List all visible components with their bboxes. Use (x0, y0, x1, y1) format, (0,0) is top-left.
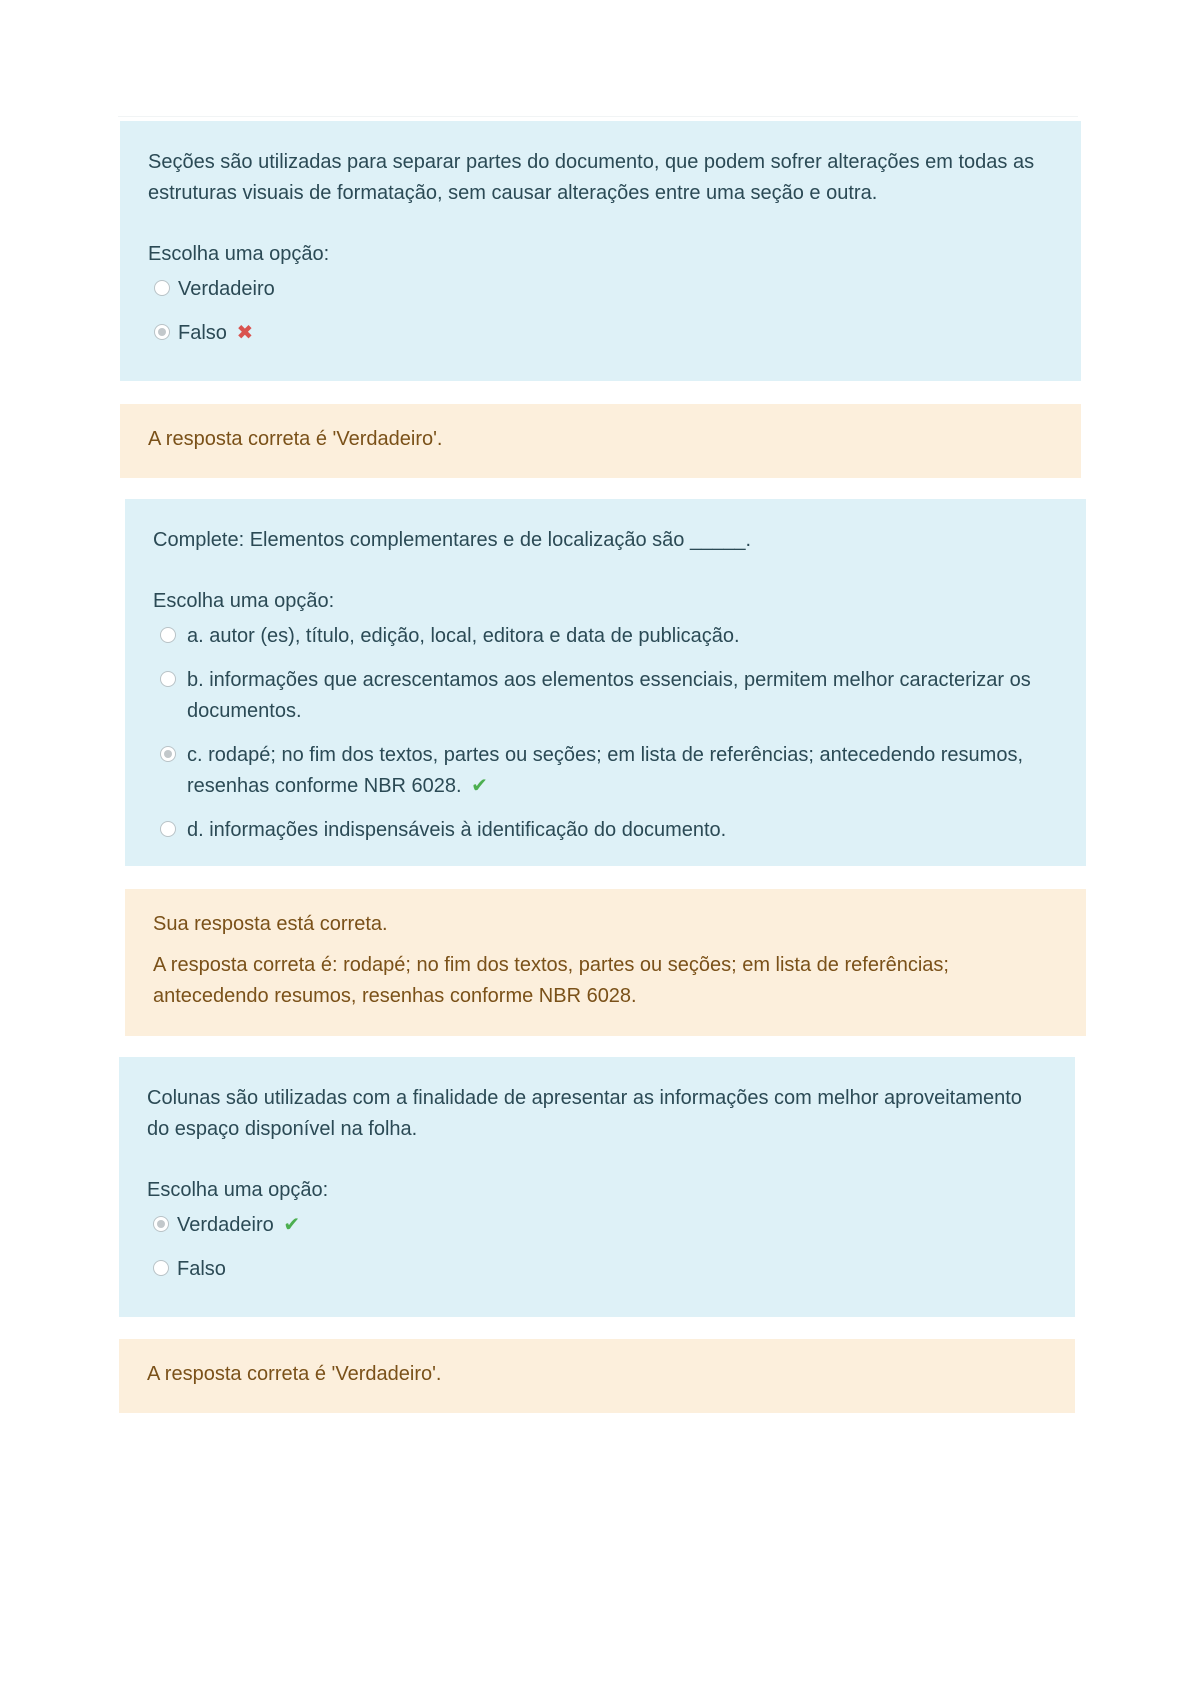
option-verdadeiro[interactable] (147, 1210, 1047, 1241)
answer-prompt: Escolha uma opção: (147, 1179, 329, 1201)
option-label: c. rodapé; no fim dos textos, partes ou seções; em lista de referências; antecedendo resumos, resenhas conforme NBR 6028. (187, 744, 1024, 797)
radio-button[interactable] (160, 821, 176, 837)
incorrect-icon: ✖ (236, 322, 254, 344)
correct-answer-text: A resposta correta é 'Verdadeiro'. (148, 428, 443, 450)
option-label: Verdadeiro (178, 278, 275, 300)
feedback-status: Sua resposta está correta. (153, 913, 388, 935)
option-d[interactable] (153, 815, 1058, 846)
question-text: Colunas são utilizadas com a finalidade de apresentar as informações com melhor aproveitamento do espaço disponível na folha. (147, 1087, 1022, 1140)
radio-button[interactable] (153, 1216, 169, 1232)
option-falso[interactable] (148, 318, 1053, 349)
answer-prompt: Escolha uma opção: (148, 243, 330, 265)
radio-button[interactable] (160, 671, 176, 687)
option-a[interactable] (153, 621, 1058, 652)
option-falso[interactable] (147, 1254, 1047, 1285)
option-label: d. informações indispensáveis à identificação do documento. (187, 819, 727, 841)
question-3 (119, 1057, 1075, 1317)
option-label: Falso (178, 322, 227, 344)
radio-button[interactable] (160, 746, 176, 762)
radio-button[interactable] (154, 324, 170, 340)
feedback-2 (125, 889, 1086, 1036)
correct-answer-text: A resposta correta é 'Verdadeiro'. (147, 1363, 442, 1385)
page-divider (118, 116, 1078, 117)
radio-button[interactable] (160, 627, 176, 643)
option-verdadeiro[interactable] (148, 274, 1053, 305)
question-2 (125, 499, 1086, 866)
answer-prompt: Escolha uma opção: (153, 590, 335, 612)
correct-answer-text: A resposta correta é: rodapé; no fim dos textos, partes ou seções; em lista de referências; antecedendo resumos, resenhas conforme NBR 6028. (153, 954, 949, 1007)
question-text: Seções são utilizadas para separar partes do documento, que podem sofrer alterações em todas as estruturas visuais de formatação, sem causar alterações entre uma seção e outra. (148, 151, 1035, 204)
option-label: Falso (177, 1258, 226, 1280)
radio-button[interactable] (154, 280, 170, 296)
radio-button[interactable] (153, 1260, 169, 1276)
feedback-1 (120, 404, 1081, 478)
option-c[interactable] (153, 740, 1058, 802)
option-label: Verdadeiro (177, 1214, 274, 1236)
option-label: a. autor (es), título, edição, local, editora e data de publicação. (187, 625, 740, 647)
correct-check-icon: ✔ (471, 775, 488, 797)
option-label: b. informações que acrescentamos aos elementos essenciais, permitem melhor caracterizar os documentos. (187, 669, 1031, 722)
question-1 (120, 121, 1081, 381)
correct-check-icon: ✔ (283, 1214, 301, 1236)
option-b[interactable] (153, 665, 1058, 727)
question-text: Complete: Elementos complementares e de localização são _____. (153, 529, 752, 551)
feedback-3 (119, 1339, 1075, 1413)
